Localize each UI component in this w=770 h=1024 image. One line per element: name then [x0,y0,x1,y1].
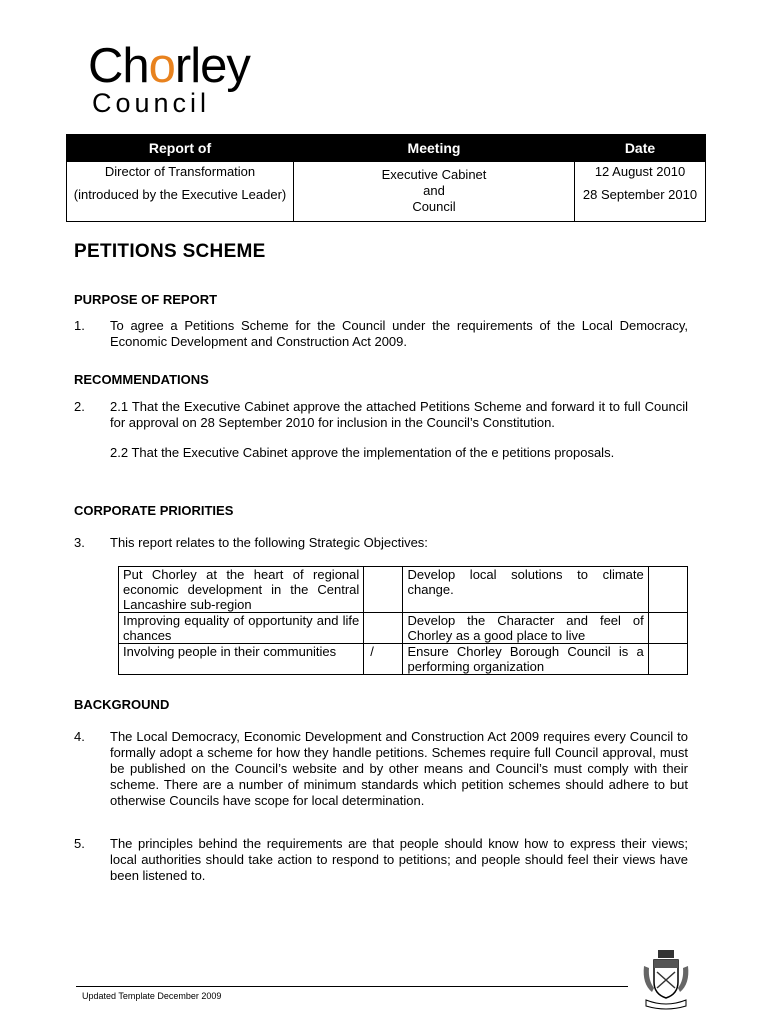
council-crest-icon [640,948,692,1014]
section-heading-priorities: CORPORATE PRIORITIES [74,503,234,518]
section-heading-background: BACKGROUND [74,697,170,712]
objective-cell: Involving people in their communities [119,644,364,675]
objective-cell: Develop local solutions to climate change. [403,567,648,613]
cell-date [575,162,706,222]
objectives-table [118,566,688,675]
meeting-line: Council [412,199,456,214]
paragraph-recommendation-2: 2.2 That the Executive Cabinet approve the implementation of the e petitions proposals. [110,445,615,460]
paragraph-background-4: The Local Democracy, Economic Development and Construction Act 2009 requires every Council to formally adopt a scheme for how they handle petitions. Schemes require full Council approval, must be published on the Council’s website and by other means and Council’s must comply with their scheme. There are a number of minimum standards which petition schemes should adhere to but otherwise Councils have scope for local determination. [110,729,688,808]
meeting-line: Executive Cabinet [381,167,487,182]
paragraph-background-5: The principles behind the requirements are that people should know how to express their views; local authorities should take action to respond to petitions; and people should feel their views have been listened to. [110,836,688,883]
objective-mark [648,567,687,613]
table-row [119,613,688,644]
paragraph-purpose: To agree a Petitions Scheme for the Council under the requirements of the Local Democracy, Economic Development and Construction Act 2009. [110,318,688,349]
objective-mark: / [364,644,403,675]
date-line: 28 September 2010 [582,187,698,202]
objective-mark [364,567,403,613]
logo-chorley [88,39,250,93]
meeting-line: and [423,183,445,198]
objective-cell: Put Chorley at the heart of regional economic development in the Central Lancashire sub-region [119,567,364,613]
cell-report-of [67,162,294,222]
section-heading-recommendations: RECOMMENDATIONS [74,372,209,387]
table-row [119,567,688,613]
objective-mark [364,613,403,644]
objective-cell: Develop the Character and feel of Chorley as a good place to live [403,613,648,644]
report-header-table [66,134,706,222]
paragraph-recommendation-1: 2.1 That the Executive Cabinet approve the attached Petitions Scheme and forward it to full Council for approval on 28 September 2010 for inclusion in the Council’s Constitution. [110,399,688,430]
section-heading-purpose: PURPOSE OF REPORT [74,292,218,307]
cell-meeting [294,162,575,222]
paragraph-number: 1. [74,318,85,333]
objective-cell: Ensure Chorley Borough Council is a performing organization [403,644,648,675]
paragraph-number: 5. [74,836,85,851]
page-title: PETITIONS SCHEME [74,241,266,262]
logo-text-part: rley [174,39,250,93]
logo-text-o: o [148,39,175,93]
date-line: 12 August 2010 [594,164,686,179]
logo-text-part: Ch [88,39,149,93]
paragraph-priorities: This report relates to the following Strategic Objectives: [110,535,428,550]
col-meeting: Meeting [294,135,575,162]
paragraph-number: 2. [74,399,85,414]
table-row [119,644,688,675]
objective-mark [648,613,687,644]
paragraph-number: 3. [74,535,85,550]
footer-text: Updated Template December 2009 [82,991,222,1001]
paragraph-number: 4. [74,729,85,744]
report-of-line: Director of Transformation [104,164,256,179]
logo-council: Council [92,88,211,118]
col-date: Date [575,135,706,162]
objective-cell: Improving equality of opportunity and life chances [119,613,364,644]
report-of-line: (introduced by the Executive Leader) [73,187,287,202]
footer-divider [76,986,628,987]
objective-mark [648,644,687,675]
col-report-of: Report of [67,135,294,162]
